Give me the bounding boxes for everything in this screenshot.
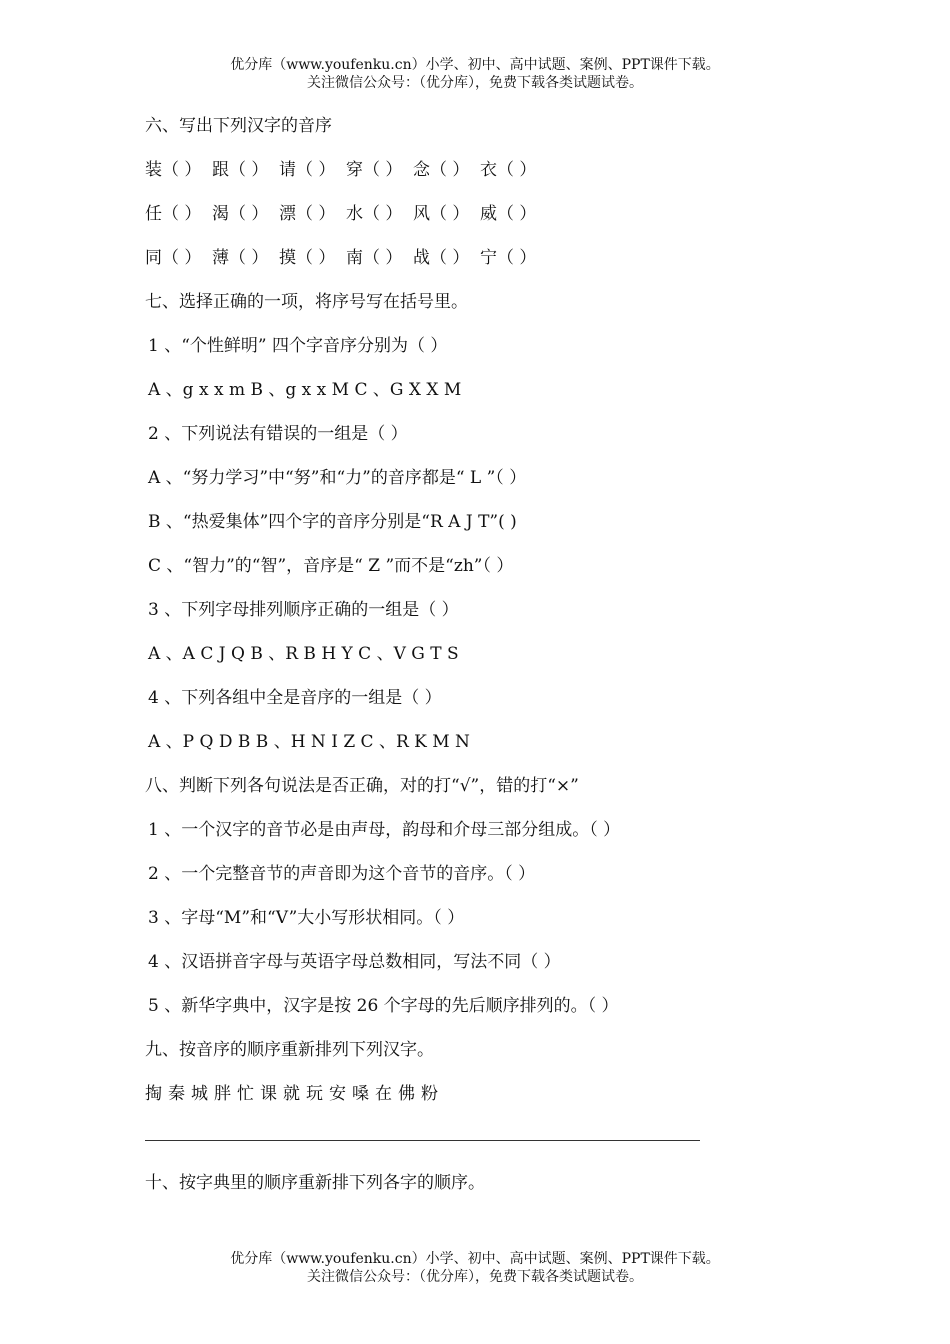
char-blank: 渴（ ）	[212, 204, 269, 224]
char-blank: 请（ ）	[279, 160, 336, 180]
section-10-title: 十、按字典里的顺序重新排下列各字的顺序。	[145, 1173, 485, 1193]
answer-option: B 、“热爱集体”四个字的音序分别是“R A J T”( )	[148, 512, 517, 532]
char-blank: 宁（ ）	[480, 248, 537, 268]
char-blank: 装（ ）	[145, 160, 202, 180]
char-blank: 同（ ）	[145, 248, 202, 268]
judgement-item: 1 、一个汉字的音节必是由声母，韵母和介母三部分组成。（ ）	[148, 820, 621, 840]
answer-option: C 、“智力”的“智”，音序是“ Z ”而不是“zh”（ ）	[148, 556, 514, 576]
char-blank: 战（ ）	[413, 248, 470, 268]
answer-line	[145, 1140, 700, 1141]
char-blank: 任（ ）	[145, 204, 202, 224]
section-7-title: 七、选择正确的一项，将序号写在括号里。	[145, 292, 468, 312]
header-line-2: 关注微信公众号：（优分库），免费下载各类试题试卷。	[307, 75, 643, 91]
question-line: 3 、下列字母排列顺序正确的一组是（ ）	[148, 600, 459, 620]
char-blank: 摸（ ）	[279, 248, 336, 268]
answer-option: A 、“努力学习”中“努”和“力”的音序都是“ L ”（ ）	[148, 468, 527, 488]
char-blank: 水（ ）	[346, 204, 403, 224]
char-blank: 漂（ ）	[279, 204, 336, 224]
char-blank: 南（ ）	[346, 248, 403, 268]
judgement-item: 2 、一个完整音节的声音即为这个音节的音序。（ ）	[148, 864, 536, 884]
header-line-1: 优分库（www.youfenku.cn）小学、初中、高中试题、案例、PPT课件下载。	[230, 57, 720, 73]
section-6-row	[145, 156, 845, 200]
section-8-title: 八、判断下列各句说法是否正确，对的打“√”，错的打“×”	[145, 776, 579, 796]
char-blank: 跟（ ）	[212, 160, 269, 180]
section-9-title: 九、按音序的顺序重新排列下列汉字。	[145, 1040, 434, 1060]
char-blank: 穿（ ）	[346, 160, 403, 180]
char-blank: 风（ ）	[413, 204, 470, 224]
worksheet-content	[145, 112, 845, 1213]
char-blank: 衣（ ）	[480, 160, 537, 180]
footer-line-2: 关注微信公众号：（优分库），免费下载各类试题试卷。	[307, 1269, 643, 1285]
answer-options: A 、g x x m B 、g x x M C 、G X X M	[148, 380, 462, 400]
footer-line-1: 优分库（www.youfenku.cn）小学、初中、高中试题、案例、PPT课件下载。	[230, 1251, 720, 1267]
section-6-row	[145, 244, 845, 288]
char-blank: 薄（ ）	[212, 248, 269, 268]
judgement-item: 3 、字母“M”和“V”大小写形状相同。（ ）	[148, 908, 465, 928]
answer-options: A 、P Q D B B 、H N I Z C 、R K M N	[148, 732, 470, 752]
section-6-row	[145, 200, 845, 244]
char-blank: 威（ ）	[480, 204, 537, 224]
question-line: 4 、下列各组中全是音序的一组是（ ）	[148, 688, 442, 708]
char-blank: 念（ ）	[413, 160, 470, 180]
question-line: 2 、下列说法有错误的一组是（ ）	[148, 424, 408, 444]
question-line: 1 、“个性鲜明” 四个字音序分别为（ ）	[148, 336, 448, 356]
judgement-item: 5 、新华字典中，汉字是按 26 个字母的先后顺序排列的。（ ）	[148, 996, 619, 1016]
characters-to-sort: 掏秦城胖忙课就玩安嗓在佛粉	[145, 1084, 444, 1104]
page-header	[0, 56, 950, 92]
page-footer	[0, 1250, 950, 1286]
section-6-title: 六、写出下列汉字的音序	[145, 116, 332, 136]
answer-options: A 、A C J Q B 、R B H Y C 、V G T S	[148, 644, 459, 664]
judgement-item: 4 、汉语拼音字母与英语字母总数相同，写法不同（ ）	[148, 952, 561, 972]
